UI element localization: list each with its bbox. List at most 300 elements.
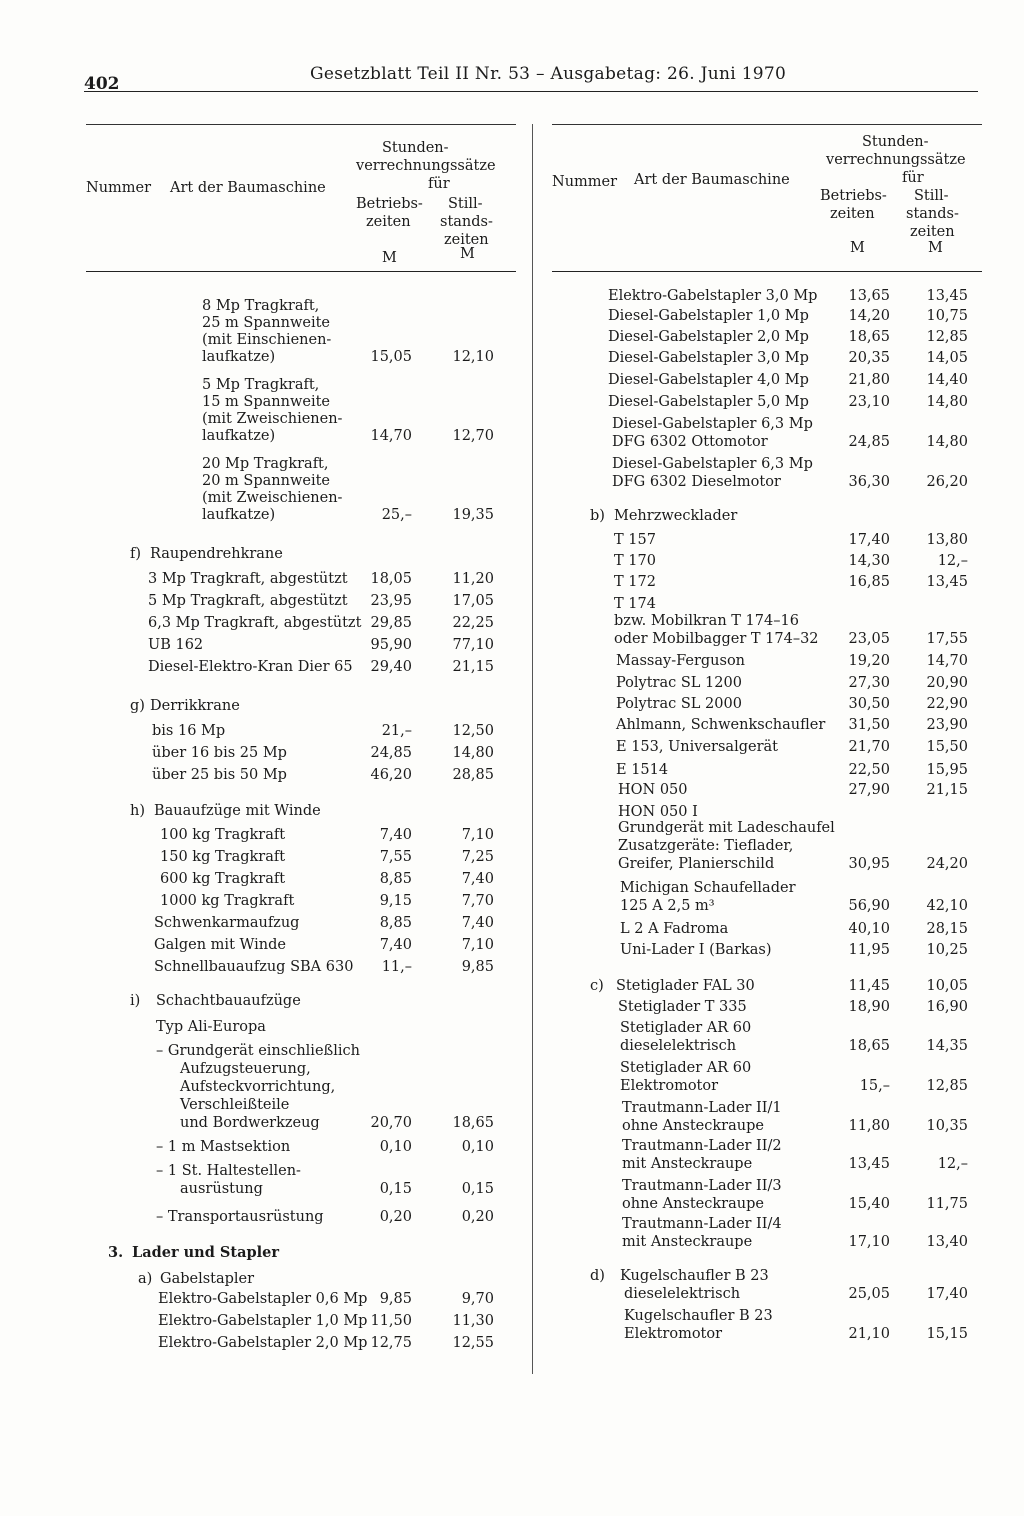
- table-row: [86, 635, 516, 655]
- header-nummer: Nummer: [552, 174, 618, 190]
- rate-operating: 11,–: [381, 959, 412, 975]
- machine-label: über 25 bis 50 Mp: [152, 767, 287, 783]
- machine-label: T 174: [614, 596, 656, 612]
- section-marker: h): [130, 803, 145, 819]
- machine-label: Stetiglader T 335: [618, 999, 747, 1015]
- rate-operating: 22,50: [848, 762, 890, 778]
- rate-idle: 14,80: [452, 745, 494, 761]
- table-row: [552, 836, 982, 856]
- section-marker: i): [130, 993, 141, 1009]
- machine-label: 100 kg Tragkraft: [160, 827, 286, 843]
- rate-idle: 12,85: [926, 1078, 968, 1094]
- rate-operating: 23,05: [848, 631, 890, 647]
- rate-idle: 23,90: [926, 717, 968, 733]
- machine-label: mit Ansteckraupe: [622, 1234, 753, 1250]
- table-row: [552, 919, 982, 939]
- rate-idle: 10,05: [926, 978, 968, 994]
- rate-idle: 17,05: [452, 593, 494, 609]
- rate-operating: 17,10: [848, 1234, 890, 1250]
- table-row: [86, 1207, 516, 1227]
- page-title: Gesetzblatt Teil II Nr. 53 – Ausgabetag: 26. Juni 1970: [310, 64, 787, 84]
- machine-label: bis 16 Mp: [152, 723, 226, 739]
- header-stunden-2: verrechnungssätze: [356, 158, 496, 174]
- machine-label: – 1 St. Haltestellen-: [156, 1163, 301, 1179]
- rate-idle: 13,80: [926, 532, 968, 548]
- table-row: [552, 1058, 982, 1078]
- header-unit-m1: M: [850, 240, 865, 256]
- machine-label: über 16 bis 25 Mp: [152, 745, 287, 761]
- table-row: [552, 854, 982, 874]
- rate-idle: 20,90: [926, 675, 968, 691]
- machine-label: 5 Mp Tragkraft,: [202, 377, 320, 393]
- table-row: [552, 1194, 982, 1214]
- rate-operating: 25,–: [381, 507, 412, 523]
- table-row: [552, 780, 982, 800]
- machine-label: E 1514: [616, 762, 669, 778]
- machine-label: Elektro-Gabelstapler 2,0 Mp: [158, 1335, 368, 1351]
- machine-label: T 170: [614, 553, 656, 569]
- table-row: [86, 1041, 516, 1061]
- rate-idle: 24,20: [926, 856, 968, 872]
- table-row: [552, 530, 982, 550]
- table-row: [86, 913, 516, 933]
- rate-idle: 14,35: [926, 1038, 968, 1054]
- machine-label: 125 A 2,5 m³: [620, 898, 715, 914]
- machine-label: 150 kg Tragkraft: [160, 849, 286, 865]
- machine-label: Trautmann-Lader II/3: [622, 1178, 782, 1194]
- machine-label: ohne Ansteckraupe: [622, 1196, 764, 1212]
- header-stunden-3: für: [428, 176, 450, 192]
- table-row: [86, 1333, 516, 1353]
- rate-idle: 12,–: [937, 1156, 968, 1172]
- machine-label: Greifer, Planierschild: [618, 856, 775, 872]
- machine-label: Diesel-Gabelstapler 6,3 Mp: [612, 416, 813, 432]
- rate-operating: 29,40: [370, 659, 412, 675]
- header-still-3: zeiten: [910, 224, 955, 240]
- rate-idle: 0,10: [461, 1139, 494, 1155]
- machine-label: HON 050 I: [618, 804, 698, 820]
- rate-idle: 28,85: [452, 767, 494, 783]
- machine-label: Kugelschaufler B 23: [624, 1308, 773, 1324]
- machine-label: DFG 6302 Ottomotor: [612, 434, 768, 450]
- rate-idle: 21,15: [926, 782, 968, 798]
- header-stunden-3: für: [902, 170, 924, 186]
- machine-label: Massay-Ferguson: [616, 653, 746, 669]
- machine-label: Diesel-Gabelstapler 4,0 Mp: [608, 372, 809, 388]
- rate-idle: 42,10: [926, 898, 968, 914]
- rate-idle: 7,10: [461, 937, 494, 953]
- table-row: [86, 613, 516, 633]
- machine-label: mit Ansteckraupe: [622, 1156, 753, 1172]
- header-still-1: Still-: [448, 196, 483, 212]
- machine-label: 1000 kg Tragkraft: [160, 893, 295, 909]
- rate-idle: 7,10: [461, 827, 494, 843]
- machine-label: Diesel-Gabelstapler 3,0 Mp: [608, 350, 809, 366]
- rate-idle: 11,75: [926, 1196, 968, 1212]
- table-row: [552, 414, 982, 434]
- machine-label: dieselelektrisch: [620, 1038, 737, 1054]
- machine-label: Galgen mit Winde: [154, 937, 286, 953]
- machine-label: laufkatze): [202, 428, 276, 444]
- machine-label: – Grundgerät einschließlich: [156, 1043, 360, 1059]
- machine-label: Aufzugsteuerung,: [180, 1061, 311, 1077]
- table-row: [86, 569, 516, 589]
- machine-label: laufkatze): [202, 349, 276, 365]
- table-row: [86, 1017, 516, 1037]
- table-row: [552, 1098, 982, 1118]
- machine-label: Diesel-Gabelstapler 5,0 Mp: [608, 394, 809, 410]
- machine-label: E 153, Universalgerät: [616, 739, 778, 755]
- machine-label: Schwenkarmaufzug: [154, 915, 300, 931]
- table-row: [86, 696, 516, 716]
- table-row: [86, 1243, 516, 1263]
- machine-label: 3 Mp Tragkraft, abgestützt: [148, 571, 348, 587]
- table-row: [552, 878, 982, 898]
- machine-label: 15 m Spannweite: [202, 394, 330, 410]
- table-row: [86, 544, 516, 564]
- rate-operating: 15,–: [859, 1078, 890, 1094]
- table-row: [552, 896, 982, 916]
- rate-idle: 0,20: [461, 1209, 494, 1225]
- rate-idle: 14,80: [926, 394, 968, 410]
- machine-label: Schachtbauaufzüge: [156, 993, 301, 1009]
- table-row: [552, 286, 982, 306]
- rate-idle: 22,25: [452, 615, 494, 631]
- machine-label: 20 Mp Tragkraft,: [202, 456, 329, 472]
- table-row: [552, 327, 982, 347]
- rate-operating: 21,10: [848, 1326, 890, 1342]
- table-row: [552, 715, 982, 735]
- rate-idle: 13,45: [926, 288, 968, 304]
- machine-label: Elektro-Gabelstapler 0,6 Mp: [158, 1291, 368, 1307]
- rate-operating: 11,80: [848, 1118, 890, 1134]
- rate-idle: 15,50: [926, 739, 968, 755]
- rate-idle: 9,70: [461, 1291, 494, 1307]
- rate-operating: 18,65: [848, 1038, 890, 1054]
- table-row: [86, 801, 516, 821]
- section-marker: c): [590, 978, 604, 994]
- table-row: [552, 1232, 982, 1252]
- machine-label: 8 Mp Tragkraft,: [202, 298, 320, 314]
- table-header: [552, 124, 982, 272]
- rate-idle: 7,40: [461, 871, 494, 887]
- rate-idle: 15,15: [926, 1326, 968, 1342]
- rate-idle: 14,70: [926, 653, 968, 669]
- column-divider: [532, 124, 533, 1374]
- table-row: [552, 1176, 982, 1196]
- table-row: [552, 651, 982, 671]
- rate-operating: 11,45: [848, 978, 890, 994]
- machine-label: Diesel-Gabelstapler 2,0 Mp: [608, 329, 809, 345]
- table-row: [86, 1269, 516, 1289]
- rate-operating: 25,05: [848, 1286, 890, 1302]
- machine-label: Zusatzgeräte: Tieflader,: [618, 838, 794, 854]
- rate-operating: 16,85: [848, 574, 890, 590]
- rate-idle: 77,10: [452, 637, 494, 653]
- machine-label: Trautmann-Lader II/1: [622, 1100, 782, 1116]
- machine-label: HON 050: [618, 782, 688, 798]
- machine-label: Schnellbauaufzug SBA 630: [154, 959, 354, 975]
- machine-label: (mit Zweischienen-: [202, 411, 343, 427]
- rate-operating: 31,50: [848, 717, 890, 733]
- machine-label: T 172: [614, 574, 656, 590]
- machine-label: Bauaufzüge mit Winde: [154, 803, 321, 819]
- table-row: [552, 1116, 982, 1136]
- left-column: [86, 124, 516, 1351]
- header-still-1: Still-: [914, 188, 949, 204]
- rate-idle: 17,55: [926, 631, 968, 647]
- machine-label: 20 m Spannweite: [202, 473, 330, 489]
- table-row: [552, 694, 982, 714]
- table-row: [86, 1095, 516, 1115]
- rate-operating: 0,15: [379, 1181, 412, 1197]
- rate-operating: 24,85: [370, 745, 412, 761]
- header-stunden-2: verrechnungssätze: [826, 152, 966, 168]
- rate-operating: 27,90: [848, 782, 890, 798]
- table-row: [552, 1324, 982, 1344]
- table-row: [552, 673, 982, 693]
- rate-idle: 16,90: [926, 999, 968, 1015]
- rate-idle: 11,20: [452, 571, 494, 587]
- section-marker: b): [590, 508, 605, 524]
- machine-label: Stetiglader AR 60: [620, 1020, 752, 1036]
- header-nummer: Nummer: [86, 180, 152, 196]
- rate-idle: 22,90: [926, 696, 968, 712]
- table-row: [86, 505, 516, 525]
- rate-operating: 19,20: [848, 653, 890, 669]
- section-marker: 3.: [108, 1244, 124, 1261]
- machine-label: 600 kg Tragkraft: [160, 871, 286, 887]
- table-row: [552, 1076, 982, 1096]
- header-still-3: zeiten: [444, 232, 489, 248]
- machine-label: dieselelektrisch: [624, 1286, 741, 1302]
- machine-label: Typ Ali-Europa: [156, 1019, 266, 1035]
- machine-label: (mit Zweischienen-: [202, 490, 343, 506]
- machine-label: Trautmann-Lader II/4: [622, 1216, 782, 1232]
- table-row: [86, 991, 516, 1011]
- table-row: [552, 551, 982, 571]
- table-row: [86, 825, 516, 845]
- machine-label: Elektromotor: [624, 1326, 723, 1342]
- rate-operating: 15,40: [848, 1196, 890, 1212]
- machine-label: Stetiglader AR 60: [620, 1060, 752, 1076]
- header-stunden-1: Stunden-: [382, 140, 449, 156]
- table-row: [86, 721, 516, 741]
- machine-label: Ahlmann, Schwenkschaufler: [616, 717, 826, 733]
- table-row: [86, 1113, 516, 1133]
- rate-idle: 13,45: [926, 574, 968, 590]
- table-row: [552, 506, 982, 526]
- machine-label: Derrikkrane: [150, 698, 240, 714]
- table-row: [86, 935, 516, 955]
- machine-label: UB 162: [148, 637, 204, 653]
- machine-label: Elektro-Gabelstapler 1,0 Mp: [158, 1313, 368, 1329]
- machine-label: – Transportausrüstung: [156, 1209, 324, 1225]
- rate-idle: 15,95: [926, 762, 968, 778]
- table-row: [552, 1018, 982, 1038]
- rate-operating: 8,85: [379, 871, 412, 887]
- table-row: [86, 869, 516, 889]
- rate-operating: 7,40: [379, 827, 412, 843]
- rate-idle: 10,75: [926, 308, 968, 324]
- rate-idle: 21,15: [452, 659, 494, 675]
- table-row: [86, 347, 516, 367]
- machine-label: laufkatze): [202, 507, 276, 523]
- machine-label: Kugelschaufler B 23: [620, 1268, 769, 1284]
- machine-label: (mit Einschienen-: [202, 332, 332, 348]
- rate-operating: 11,50: [370, 1313, 412, 1329]
- table-row: [552, 1306, 982, 1326]
- rate-operating: 14,70: [370, 428, 412, 444]
- table-row: [86, 743, 516, 763]
- rate-idle: 11,30: [452, 1313, 494, 1329]
- table-row: [552, 1154, 982, 1174]
- rate-idle: 7,25: [461, 849, 494, 865]
- rate-operating: 14,30: [848, 553, 890, 569]
- rate-operating: 36,30: [848, 474, 890, 490]
- machine-label: Michigan Schaufellader: [620, 880, 796, 896]
- section-marker: d): [590, 1268, 605, 1284]
- rate-idle: 12,70: [452, 428, 494, 444]
- machine-label: Lader und Stapler: [132, 1244, 279, 1261]
- table-row: [86, 891, 516, 911]
- rate-idle: 12,85: [926, 329, 968, 345]
- machine-label: ausrüstung: [180, 1181, 263, 1197]
- table-row: [552, 1266, 982, 1286]
- rate-operating: 21,70: [848, 739, 890, 755]
- machine-label: 25 m Spannweite: [202, 315, 330, 331]
- rate-idle: 17,40: [926, 1286, 968, 1302]
- rate-idle: 12,–: [937, 553, 968, 569]
- machine-label: bzw. Mobilkran T 174–16: [614, 613, 799, 629]
- header-betrieb-2: zeiten: [830, 206, 875, 222]
- header-betrieb-1: Betriebs-: [820, 188, 887, 204]
- table-row: [552, 392, 982, 412]
- rate-idle: 28,15: [926, 921, 968, 937]
- table-row: [552, 572, 982, 592]
- table-row: [552, 997, 982, 1017]
- rate-operating: 21,–: [381, 723, 412, 739]
- rate-idle: 14,40: [926, 372, 968, 388]
- rate-operating: 18,65: [848, 329, 890, 345]
- rate-operating: 13,45: [848, 1156, 890, 1172]
- rate-operating: 14,20: [848, 308, 890, 324]
- table-header: [86, 124, 516, 272]
- rate-idle: 12,55: [452, 1335, 494, 1351]
- header-unit-m1: M: [382, 250, 397, 266]
- header-betrieb-1: Betriebs-: [356, 196, 423, 212]
- header-art: Art der Baumaschine: [170, 180, 326, 196]
- table-row: [552, 1214, 982, 1234]
- rate-operating: 56,90: [848, 898, 890, 914]
- rate-operating: 0,10: [379, 1139, 412, 1155]
- machine-label: oder Mobilbagger T 174–32: [614, 631, 819, 647]
- rate-operating: 30,50: [848, 696, 890, 712]
- header-stunden-1: Stunden-: [862, 134, 929, 150]
- rate-operating: 95,90: [370, 637, 412, 653]
- rate-idle: 13,40: [926, 1234, 968, 1250]
- table-row: [552, 1136, 982, 1156]
- rate-operating: 12,75: [370, 1335, 412, 1351]
- table-row: [86, 1161, 516, 1181]
- table-row: [552, 1036, 982, 1056]
- rate-idle: 7,40: [461, 915, 494, 931]
- rate-operating: 27,30: [848, 675, 890, 691]
- table-row: [552, 976, 982, 996]
- section-marker: f): [130, 546, 142, 562]
- machine-label: 6,3 Mp Tragkraft, abgestützt: [148, 615, 362, 631]
- header-still-2: stands-: [440, 214, 493, 230]
- rate-idle: 14,80: [926, 434, 968, 450]
- rate-operating: 46,20: [370, 767, 412, 783]
- section-marker: g): [130, 698, 145, 714]
- rate-operating: 20,70: [370, 1115, 412, 1131]
- rate-idle: 0,15: [461, 1181, 494, 1197]
- section-marker: a): [138, 1271, 153, 1287]
- table-row: [552, 629, 982, 649]
- rate-operating: 15,05: [370, 349, 412, 365]
- machine-label: Grundgerät mit Ladeschaufel: [618, 820, 835, 836]
- table-row: [86, 765, 516, 785]
- rate-operating: 7,55: [379, 849, 412, 865]
- table-row: [86, 847, 516, 867]
- rate-operating: 11,95: [848, 942, 890, 958]
- table-row: [552, 940, 982, 960]
- table-row: [552, 737, 982, 757]
- rate-operating: 29,85: [370, 615, 412, 631]
- rate-idle: 26,20: [926, 474, 968, 490]
- header-art: Art der Baumaschine: [634, 172, 790, 188]
- rate-operating: 8,85: [379, 915, 412, 931]
- header-rule: [84, 91, 978, 92]
- rate-operating: 7,40: [379, 937, 412, 953]
- page-number: 402: [84, 74, 120, 94]
- rate-idle: 10,35: [926, 1118, 968, 1134]
- machine-label: T 157: [614, 532, 656, 548]
- table-row: [86, 591, 516, 611]
- right-column: [552, 124, 982, 1342]
- machine-label: Verschleißteile: [180, 1097, 290, 1113]
- machine-label: Elektromotor: [620, 1078, 719, 1094]
- machine-label: – 1 m Mastsektion: [156, 1139, 291, 1155]
- machine-label: Gabelstapler: [160, 1271, 255, 1287]
- header-unit-m2: M: [928, 240, 943, 256]
- rate-operating: 17,40: [848, 532, 890, 548]
- machine-label: L 2 A Fadroma: [620, 921, 729, 937]
- machine-label: DFG 6302 Dieselmotor: [612, 474, 781, 490]
- machine-label: Raupendrehkrane: [150, 546, 283, 562]
- page-header: [84, 64, 978, 94]
- machine-label: Mehrzwecklader: [614, 508, 738, 524]
- rate-operating: 23,95: [370, 593, 412, 609]
- machine-label: Uni-Lader I (Barkas): [620, 942, 772, 958]
- table-row: [552, 432, 982, 452]
- rate-operating: 0,20: [379, 1209, 412, 1225]
- machine-label: Stetiglader FAL 30: [616, 978, 755, 994]
- rate-idle: 18,65: [452, 1115, 494, 1131]
- machine-label: ohne Ansteckraupe: [622, 1118, 764, 1134]
- rate-operating: 24,85: [848, 434, 890, 450]
- machine-label: Diesel-Gabelstapler 1,0 Mp: [608, 308, 809, 324]
- table-row: [552, 370, 982, 390]
- machine-label: Trautmann-Lader II/2: [622, 1138, 782, 1154]
- machine-label: Elektro-Gabelstapler 3,0 Mp: [608, 288, 818, 304]
- header-still-2: stands-: [906, 206, 959, 222]
- rate-idle: 14,05: [926, 350, 968, 366]
- table-row: [86, 1289, 516, 1309]
- table-row: [552, 1284, 982, 1304]
- rate-operating: 13,65: [848, 288, 890, 304]
